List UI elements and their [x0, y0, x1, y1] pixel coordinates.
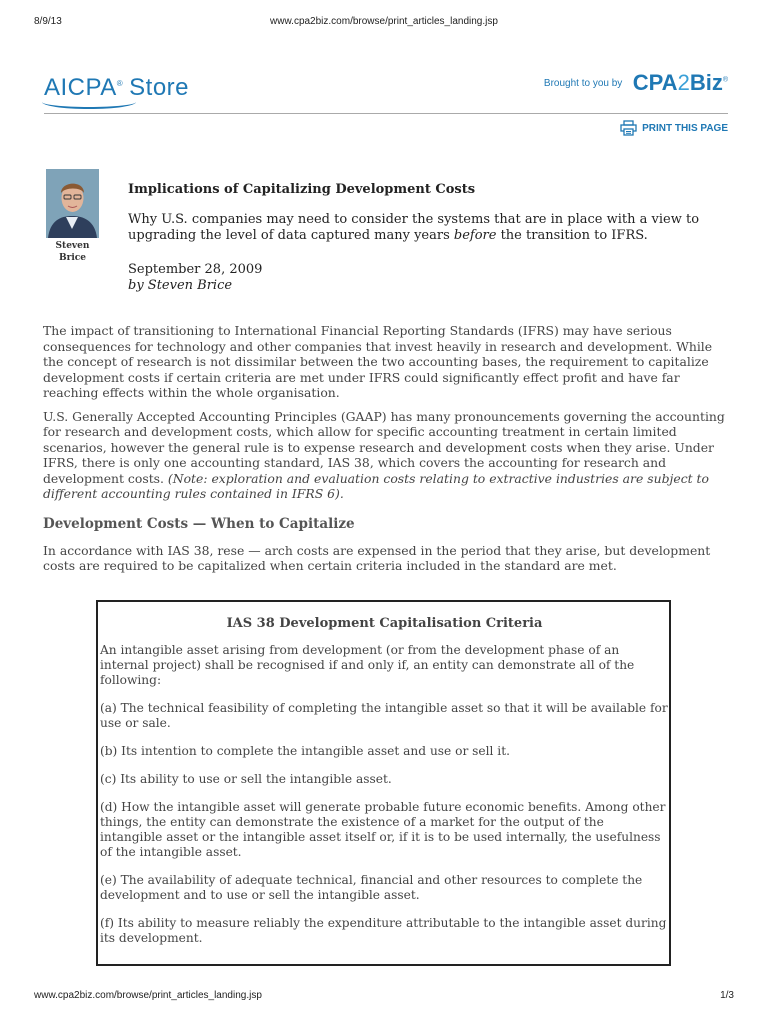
- deck-emphasis: before: [453, 228, 497, 243]
- cpa2biz-two: 2: [677, 70, 690, 95]
- article-header: [128, 182, 718, 294]
- body-paragraph-2: [43, 409, 733, 502]
- criteria-item-d: (d) How the intangible asset will generate probable future economic benefits. Among other things, the entity can demonstrate the existence of a market for the output of the intangible asset or the intangible asset itself or, if it is to be used internally, the usefulness of the intangible asset.: [100, 800, 666, 859]
- cpa2biz-cpa: CPA: [632, 70, 678, 95]
- author-first-name: Steven: [55, 241, 90, 251]
- print-footer: [34, 990, 734, 1004]
- cpa2biz-logo[interactable]: [544, 70, 728, 96]
- author-last-name: Brice: [59, 253, 86, 263]
- criteria-title: IAS 38 Development Capitalisation Criteria: [226, 616, 543, 631]
- print-page-label: PRINT THIS PAGE: [642, 122, 728, 134]
- article-deck: [128, 212, 718, 244]
- logo-arc: [42, 95, 136, 109]
- aicpa-wordmark: AICPA: [44, 74, 117, 101]
- criteria-item-b: (b) Its intention to complete the intangible asset and use or sell it.: [100, 744, 510, 758]
- printer-icon: [620, 120, 637, 136]
- print-url: www.cpa2biz.com/browse/print_articles_landing.jsp: [270, 16, 498, 27]
- article-date: September 28, 2009: [128, 262, 263, 277]
- criteria-item-c: (c) Its ability to use or sell the intangible asset.: [100, 772, 392, 786]
- footer-url: www.cpa2biz.com/browse/print_articles_landing.jsp: [34, 990, 262, 1001]
- body-paragraph-3: In accordance with IAS 38, rese — arch costs are expensed in the period that they arise, but development costs are required to be capitalized when certain criteria included in the standard are met.: [43, 542, 711, 573]
- brand-row: [44, 66, 728, 110]
- criteria-box: [96, 600, 671, 966]
- header-divider: [44, 113, 728, 114]
- criteria-item-f: (f) Its ability to measure reliably the expenditure attributable to the intangible asset during its development.: [100, 916, 667, 945]
- print-header: [34, 16, 734, 30]
- criteria-item-a: (a) The technical feasibility of completing the intangible asset so that it will be available for use or sale.: [100, 701, 668, 730]
- deck-text-1: Why U.S. companies may need to consider the systems that are in place with a view to upgrading the level of data captured many years: [128, 212, 700, 243]
- author-photo: [46, 169, 99, 238]
- author-name: [46, 240, 99, 264]
- trademark-mark: ®: [722, 76, 728, 84]
- page-number: 1/3: [720, 990, 734, 1001]
- registered-mark: ®: [116, 79, 124, 88]
- section-heading: Development Costs — When to Capitalize: [43, 515, 355, 532]
- body-paragraph-2-text: U.S. Generally Accepted Accounting Principles (GAAP) has many pronouncements governing the accounting for research and development costs, which allow for specific accounting treatment in certain limited scenarios, however the general rule is to expense research and development costs when they arise. Under IFRS, there is only one accounting standard, IAS 38, which covers the accounting for research and development costs.: [43, 408, 725, 486]
- print-page-button[interactable]: [620, 119, 728, 137]
- deck-text-2: the transition to IFRS.: [496, 228, 648, 243]
- criteria-intro: An intangible asset arising from development (or from the development phase of an internal project) shall be recognised if and only if, an entity can demonstrate all of the following:: [100, 643, 635, 687]
- cpa2biz-wordmark: [633, 70, 728, 95]
- criteria-item-e: (e) The availability of adequate technical, financial and other resources to complete the development and to use or sell the intangible asset.: [100, 873, 643, 902]
- aicpa-store-logo[interactable]: [44, 74, 189, 102]
- body-paragraph-1: The impact of transitioning to International Financial Reporting Standards (IFRS) may have serious consequences for technology and other companies that invest heavily in research and development. While the concept of research is not dissimilar between the two accounting bases, the requirement to capitalize development costs if certain criteria are met under IFRS could significantly effect profit and have far reaching effects within the whole organisation.: [43, 323, 713, 400]
- cpa2biz-biz: Biz: [689, 70, 723, 95]
- brought-by-text: Brought to you by: [543, 77, 623, 89]
- article-byline: by Steven Brice: [128, 278, 233, 293]
- print-date: 8/9/13: [34, 16, 62, 27]
- article-body: [43, 323, 733, 582]
- body-paragraph-2-note: (Note: exploration and evaluation costs relating to extractive industries are subject to different accounting rules contained in IFRS 6).: [43, 470, 709, 501]
- article-title: Implications of Capitalizing Development Costs: [128, 182, 476, 197]
- store-wordmark: Store: [129, 74, 190, 101]
